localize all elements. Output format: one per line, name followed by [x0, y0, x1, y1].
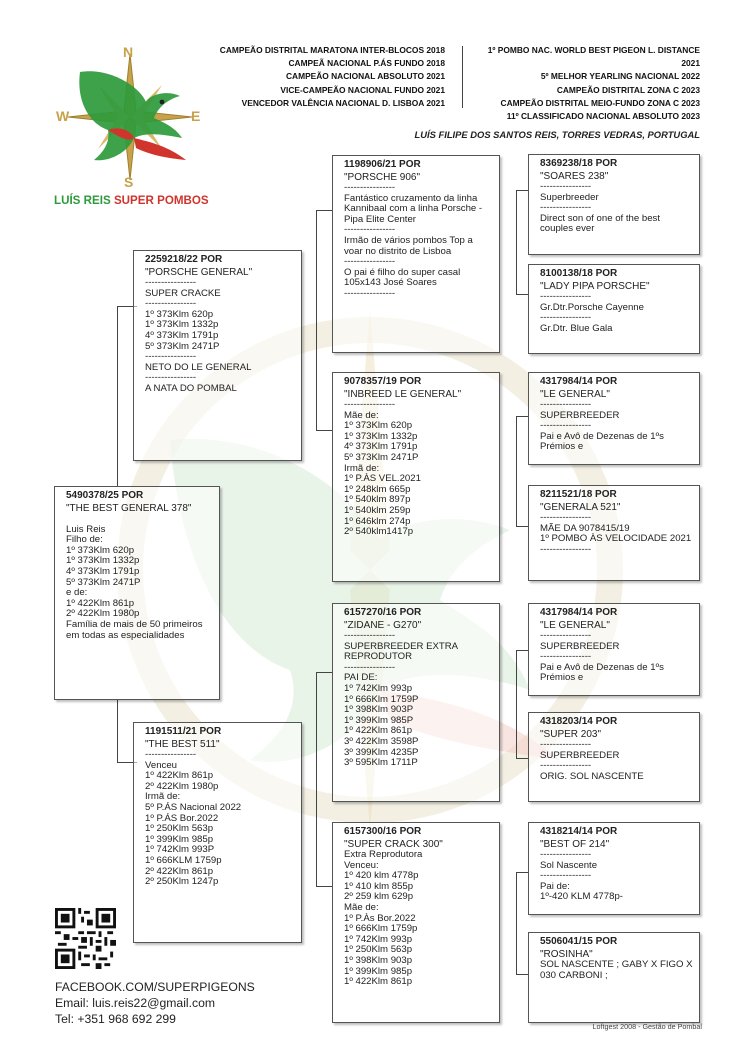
connector [516, 294, 528, 295]
pigeon-note-line: 1º 742Klm 993p [344, 682, 413, 694]
pigeon-note-line: 1º 373Klm 1332p [344, 430, 418, 442]
ring-number: 8369238/18 POR [540, 158, 618, 169]
connector [516, 974, 528, 975]
logo [50, 42, 210, 217]
pigeon-note-line: Pai e Avô de Dezenas de 1ºs Prémios e [540, 430, 664, 453]
pigeon-note-line: 1º 373Klm 1332p [145, 319, 219, 331]
footer-email[interactable]: Email: luis.reis22@gmail.com [55, 996, 216, 1010]
pigeon-note-line: 1º 422Klm 861p [344, 725, 413, 737]
pigeon-note-line: Luis Reis [66, 523, 106, 535]
compass-s: S [124, 174, 134, 190]
pigeon-note-line: ---------------- [344, 287, 396, 299]
pigeon-note-line [66, 514, 214, 525]
connector [516, 190, 528, 191]
title-left-2: CAMPEÃ NACIONAL P.ÁS FUNDO 2018 [288, 58, 445, 69]
qr-code-icon [55, 908, 116, 969]
pigeon-note-line: 2º 422Klm 1980p [145, 780, 219, 792]
pigeon-note-line: Irmão de vários pombos Top a voar no distrito de Lisboa [344, 234, 473, 257]
pigeon-note-line: ---------------- [540, 543, 592, 555]
brand-name-part2: SUPER POMBOS [113, 194, 209, 207]
connector [516, 416, 517, 526]
pigeon-note-line: 1º 398Klm 903p [344, 954, 413, 966]
pigeon-note-line: SUPER CRACKE [145, 287, 221, 299]
ring-number: 2259218/22 POR [145, 254, 223, 265]
pigeon-note-line: 2º 422Klm 1980p [66, 608, 140, 620]
pigeon-card-dam [133, 722, 302, 943]
pigeon-note-line: 1º POMBO ÀS VELOCIDADE 2021 [540, 533, 692, 545]
pigeon-note-line: 1º 742Klm 993p [344, 933, 413, 945]
pigeon-note-line: ---------------- [540, 420, 592, 432]
pigeon-note-line: 1º 250Klm 563p [145, 823, 214, 835]
ring-number: 4318203/14 POR [540, 716, 618, 727]
pigeon-note-line: 3º 399Klm 4235P [344, 746, 419, 758]
pigeon-note-line: 2º 250Klm 1247p [145, 876, 219, 888]
title-right-5: 11º CLASSIFICADO NACIONAL ABSOLUTO 2023 [506, 111, 700, 122]
pigeon-note-line: ---------------- [540, 512, 592, 523]
pigeon-note-line: ---------------- [540, 870, 592, 882]
pigeon-name: "PORSCHE 906" [344, 172, 421, 183]
pigeon-note-line: 2º 422Klm 861p [145, 865, 214, 877]
software-credit: Loftgest 2008 - Gestão de Pombal [592, 1022, 702, 1031]
pigeon-note-line: 1º 399Klm 985p [344, 965, 413, 977]
pigeon-note-line: SUPERBREEDER [540, 749, 620, 761]
pigeon-note-line: ---------------- [540, 399, 592, 410]
pigeon-note-line: ---------------- [540, 849, 592, 860]
pigeon-card-dss [528, 603, 700, 696]
pigeon-note-line: 1º P.Às Bor.2022 [344, 912, 416, 924]
pigeon-note-line: ---------------- [145, 351, 197, 363]
pigeon-card-sdd [528, 485, 700, 581]
footer-phone[interactable]: Tel: +351 968 692 299 [55, 1012, 176, 1026]
pigeon-note-line: Mãe de: [344, 901, 379, 913]
ring-number: 5506041/15 POR [540, 936, 618, 947]
pigeon-note-line: ---------------- [540, 202, 592, 214]
pigeon-note-line: Filho de: [66, 534, 103, 546]
pigeon-note-line: 2º 540klm1417p [344, 526, 414, 538]
ring-number: 1198906/21 POR [344, 159, 421, 170]
pigeon-note-line: 1º 666Klm 1759P [344, 693, 419, 705]
pigeon-card-sire-dam [332, 372, 500, 582]
pigeon-note-line: 5º 373Klm 2471P [344, 451, 419, 463]
header-divider [462, 46, 463, 108]
pigeon-card-dam-sire [332, 603, 500, 802]
pigeon-note-line: ---------------- [344, 224, 396, 236]
connector [516, 526, 528, 527]
pigeon-card-sire-sire [332, 155, 500, 353]
pigeon-note-line: Extra Reprodutora [344, 849, 423, 860]
pigeon-note-line: Gr.Dtr.Porsche Cayenne [540, 301, 644, 313]
pigeon-note-line: ---------------- [344, 256, 396, 268]
pigeon-card-ssd [528, 264, 700, 354]
pigeon-note-line: SOL NASCENTE ; GABY X FIGO X 030 CARBONI ; [540, 959, 693, 981]
pigeon-note-line: Gr.Dtr. Blue Gala [540, 322, 613, 334]
connector [117, 700, 118, 762]
ring-number: 4318214/14 POR [540, 826, 618, 837]
pigeon-note-line: 1º P.ÀS VEL.2021 [344, 473, 421, 485]
connector [516, 872, 517, 974]
pigeon-note-line: 2º 259 klm 629p [344, 891, 414, 903]
ring-number: 9078357/19 POR [344, 376, 422, 387]
ring-number: 6157300/16 POR [344, 826, 422, 837]
pigeon-note-line: Fantástico cruzamento da linha Kannibaal com a linha Porsche -Pipa Elite Center [344, 192, 483, 225]
pigeon-note-line: 1º 373Klm 1332p [66, 555, 140, 567]
pigeon-note-line: Venceu [145, 759, 178, 771]
pigeon-note-line: ---------------- [145, 277, 197, 288]
pigeon-note-line: ---------------- [540, 651, 592, 663]
pigeon-note-line: 1º 373Klm 620p [344, 420, 413, 432]
pigeon-note-line: ---------------- [145, 749, 197, 760]
pigeon-note-line: ---------------- [344, 399, 396, 410]
pigeon-name: "SOARES 238" [540, 171, 609, 182]
pigeon-note-line: 1º P.ÁS Bor.2022 [145, 812, 219, 824]
pigeon-note-line: Superbreeder [540, 191, 599, 203]
pigeon-note-line: e de: [66, 587, 88, 599]
connector [316, 210, 332, 211]
compass-e: E [191, 108, 201, 124]
pigeon-note-line: 5º 373Klm 2471P [66, 576, 141, 588]
pigeon-note-line: 1º 666KLM 1759p [145, 854, 222, 866]
pigeon-name: "SUPER CRACK 300" [344, 839, 443, 850]
ring-number: 1191511/21 POR [145, 726, 222, 737]
pigeon-note-line: 1º 646klm 274p [344, 515, 411, 527]
pigeon-note-line: ---------------- [540, 739, 592, 750]
connector [516, 650, 517, 758]
pigeon-note-line: NETO DO LE GENERAL [145, 361, 252, 373]
pigeon-note-line: SUPERBREEDER [540, 640, 620, 652]
pigeon-note-line: 3º 595Klm 1711P [344, 757, 418, 769]
pigeon-note-line: 1º 422Klm 861p [344, 976, 413, 988]
brand-name [54, 194, 214, 207]
pigeon-note-line: ---------------- [344, 630, 396, 641]
ring-number: 4317984/14 POR [540, 607, 618, 618]
pigeon-note-line: 1º 410 klm 855p [344, 880, 414, 892]
pigeon-note-line: Mãe de: [344, 409, 379, 421]
pigeon-note-line: MÃE DA 9078415/19 [540, 522, 630, 534]
pigeon-note-line: 1º 373Klm 620p [66, 544, 135, 556]
connector [316, 672, 317, 886]
pigeon-note-line: 1º 248klm 665p [344, 483, 411, 495]
pigeon-note-line: 4º 373Klm 1791p [66, 565, 140, 577]
pigeon-card-main [54, 486, 220, 700]
owner-name: LUÍS FILIPE DOS SANTOS REIS, TORRES VEDRAS, PORTUGAL [414, 129, 700, 140]
pigeon-note-line: 1º 399Klm 985P [344, 714, 414, 726]
pigeon-note-line: 1º-420 KLM 4778p- [540, 891, 623, 903]
ring-number: 8211521/18 POR [540, 489, 617, 500]
pigeon-card-sds [528, 372, 700, 465]
pigeon-card-dsd [528, 712, 700, 802]
pigeon-note-line: 4º 373Klm 1791p [344, 441, 418, 453]
pigeon-name: "THE BEST GENERAL 378" [66, 503, 192, 514]
pigeon-name: "ROSINHA" [540, 949, 593, 960]
pigeon-note-line: ---------------- [145, 298, 197, 310]
pigeon-name: "INBREED LE GENERAL" [344, 389, 462, 400]
pigeon-card-dam-dam [332, 822, 500, 1023]
pigeon-note-line: ORIG. SOL NASCENTE [540, 770, 644, 782]
pigeon-note-line: 1º 742Klm 993P [145, 844, 215, 856]
pigeon-note-line: 5º 373Klm 2471P [145, 340, 220, 352]
title-left-3: CAMPEÃO NACIONAL ABSOLUTO 2021 [286, 71, 445, 82]
connector [516, 650, 528, 651]
connector [117, 306, 118, 486]
title-right-1: 1º POMBO NAC. WORLD BEST PIGEON L. DISTANCE 2021 [487, 45, 700, 69]
pigeon-card-dds [528, 822, 700, 915]
pigeon-note-line: 3º 422Klm 3598P [344, 735, 419, 747]
pigeon-note-line: 1º 420 klm 4778p [344, 870, 419, 882]
pigeon-note-line: ---------------- [540, 760, 592, 772]
connector [516, 872, 528, 873]
pigeon-note-line: Pai e Avô de Dezenas de 1ºs Prémios e [540, 661, 664, 684]
pigeon-note-line: ---------------- [540, 312, 592, 324]
pigeon-name: "THE BEST 511" [145, 739, 220, 750]
pigeon-name: "BEST OF 214" [540, 839, 610, 850]
titles-right [478, 44, 700, 123]
pigeon-note-line: ---------------- [344, 661, 396, 673]
pigeon-note-line: ---------------- [344, 182, 396, 193]
pigeon-note-line: 1º 422Klm 861p [66, 597, 135, 609]
pigeon-note-line: Direct son of one of the best couples ever [540, 212, 660, 235]
connector [516, 758, 528, 759]
pigeon-note-line: Irmã de: [344, 462, 380, 474]
pigeon-note-line: A NATA DO POMBAL [145, 382, 237, 394]
pigeon-note-line: 1º 540klm 259p [344, 504, 411, 516]
pigeon-card-sss [528, 154, 700, 255]
pigeon-name: "GENERALA 521" [540, 502, 621, 513]
compass-n: N [123, 44, 134, 60]
pigeon-note-line: ---------------- [540, 291, 592, 302]
brand-name-part1: LUÍS REIS [54, 194, 111, 207]
pigeon-note-line: ---------------- [145, 372, 197, 384]
connector [316, 430, 332, 431]
footer-facebook[interactable]: FACEBOOK.COM/SUPERPIGEONS [55, 980, 255, 994]
pigeon-note-line: PAI DE: [344, 672, 378, 684]
title-right-2: 5º MELHOR YEARLING NACIONAL 2022 [540, 71, 700, 82]
compass-w: W [56, 108, 70, 124]
ring-number: 4317984/14 POR [540, 376, 618, 387]
title-left-1: CAMPEÃO DISTRITAL MARATONA INTER-BLOCOS 2018 [219, 45, 445, 55]
connector [516, 416, 528, 417]
pigeon-note-line: 1º 422Klm 861p [145, 770, 214, 782]
title-left-4: VICE-CAMPEÃO NACIONAL FUNDO 2021 [280, 84, 445, 95]
pigeon-name: "PORSCHE GENERAL" [145, 267, 253, 278]
pigeon-note-line: 5º P.ÁS Nacional 2022 [145, 801, 242, 813]
pigeon-note-line: 1º 399Klm 985p [145, 833, 214, 845]
connector [316, 672, 332, 673]
connector [316, 886, 332, 887]
pigeon-name: "SUPER 203" [540, 729, 602, 740]
pigeon-card-sire [133, 250, 302, 461]
pigeon-card-ddd [528, 932, 700, 1023]
pigeon-name: "LE GENERAL" [540, 620, 610, 631]
connector [516, 190, 517, 294]
pigeon-note-line: Pai de: [540, 880, 570, 892]
pigeon-note-line: SUPERBREEDER EXTRA REPRODUTOR [344, 640, 458, 663]
pigeon-note-line: 1º 398Klm 903P [344, 704, 414, 716]
pigeon-name: "LE GENERAL" [540, 389, 610, 400]
pigeon-name: "LADY PIPA PORSCHE" [540, 281, 650, 292]
pigeon-note-line: SUPERBREEDER [540, 409, 620, 421]
pigeon-note-line: 1º 373Klm 620p [145, 308, 214, 320]
pigeon-note-line: 1º 540klm 897p [344, 494, 411, 506]
pigeon-note-line: ---------------- [540, 181, 592, 192]
pigeon-name: "ZIDANE - G270" [344, 620, 422, 631]
pigeon-note-line: 4º 373Klm 1791p [145, 329, 219, 341]
pigeon-note-line: 1º 666Klm 1759p [344, 923, 418, 935]
title-right-3: CAMPEÃO DISTRITAL ZONA C 2023 [556, 84, 700, 95]
pigeon-note-line: 1º 250Klm 563p [344, 944, 413, 956]
compass-dove-icon [50, 42, 210, 192]
ring-number: 6157270/16 POR [344, 607, 422, 618]
pigeon-note-line: O pai é filho do super casal 105x143 José Soares [344, 266, 461, 289]
pigeon-note-line: ---------------- [540, 630, 592, 641]
pigeon-note-line: Venceu: [344, 859, 379, 871]
connector [316, 210, 317, 430]
ring-number: 8100138/18 POR [540, 268, 618, 279]
pigeon-note-line: Família de mais de 50 primeiros em todas as especialidades [66, 618, 203, 641]
title-right-4: CAMPEÃO DISTRITAL MEIO-FUNDO ZONA C 2023 [500, 97, 700, 108]
titles-left [190, 44, 445, 110]
pigeon-note-line: Sol Nascente [540, 859, 598, 871]
ring-number: 5490378/25 POR [66, 490, 144, 501]
title-left-5: VENCEDOR VALÊNCIA NACIONAL D. LISBOA 2021 [241, 97, 445, 108]
pigeon-note-line: Irmã de: [145, 791, 181, 803]
